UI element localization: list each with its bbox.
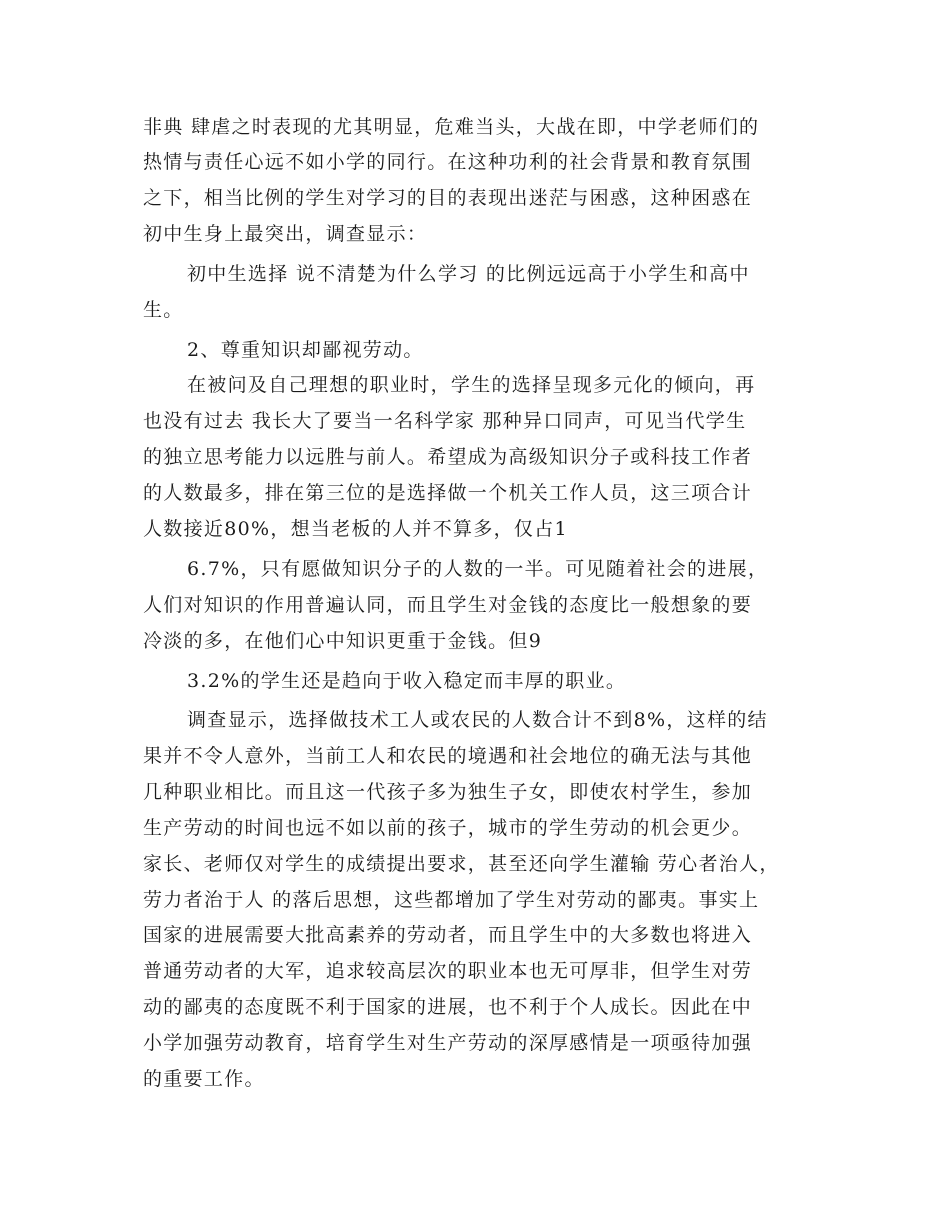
text-line: 生。 [143, 299, 184, 321]
text-line: 小学加强劳动教育，培育学生对生产劳动的深厚感情是一项亟待加强 [143, 1032, 753, 1054]
text-line: 生产劳动的时间也远不如以前的孩子，城市的学生劳动的机会更少。 [143, 817, 753, 839]
text-line: 初中生选择 说不清楚为什么学习 的比例远远高于小学生和高中 [187, 263, 750, 285]
text-line: 的人数最多，排在第三位的是选择做一个机关工作人员，这三项合计 [143, 482, 753, 504]
text-line: 在被问及自己理想的职业时，学生的选择呈现多元化的倾向，再 [187, 374, 756, 396]
text-line: 人们对知识的作用普遍认同，而且学生对金钱的态度比一般想象的要 [143, 594, 753, 616]
text-line: 的独立思考能力以远胜与前人。希望成为高级知识分子或科技工作者 [143, 446, 753, 468]
text-line: 也没有过去 我长大了要当一名科学家 那种异口同声，可见当代学生 [143, 410, 747, 432]
text-line: 非典 肆虐之时表现的尤其明显，危难当头，大战在即，中学老师们的 [143, 116, 760, 138]
text-line: 调查显示，选择做技术工人或农民的人数合计不到8%，这样的结 [187, 709, 768, 731]
text-line: 动的鄙夷的态度既不利于国家的进展，也不利于个人成长。因此在中 [143, 996, 753, 1018]
text-line: 普通劳动者的大军，追求较高层次的职业本也无可厚非，但学生对劳 [143, 960, 753, 982]
text-line: 家长、老师仅对学生的成绩提出要求，甚至还向学生灌输 劳心者治人， [143, 853, 780, 875]
text-line: 几种职业相比。而且这一代孩子多为独生子女，即使农村学生，参加 [143, 781, 753, 803]
text-line: 初中生身上最突出，调查显示： [143, 223, 428, 245]
text-line: 人数接近80%，想当老板的人并不算多，仅占1 [143, 518, 568, 540]
text-line: 3.2%的学生还是趋向于收入稳定而丰厚的职业。 [187, 670, 627, 692]
text-line: 热情与责任心远不如小学的同行。在这种功利的社会背景和教育氛围 [143, 151, 753, 173]
text-line: 6.7%，只有愿做知识分子的人数的一半。可见随着社会的进展， [187, 558, 769, 580]
text-line: 国家的进展需要大批高素养的劳动者，而且学生中的大多数也将进入 [143, 924, 753, 946]
text-line: 冷淡的多，在他们心中知识更重于金钱。但9 [143, 630, 543, 652]
text-line: 果并不令人意外，当前工人和农民的境遇和社会地位的确无法与其他 [143, 745, 753, 767]
text-line: 的重要工作。 [143, 1068, 265, 1090]
text-line: 之下，相当比例的学生对学习的目的表现出迷茫与困惑，这种困惑在 [143, 187, 753, 209]
section-heading: 2、尊重知识却鄙视劳动。 [187, 339, 424, 361]
text-line: 劳力者治于人 的落后思想，这些都增加了学生对劳动的鄙夷。事实上 [143, 889, 760, 911]
